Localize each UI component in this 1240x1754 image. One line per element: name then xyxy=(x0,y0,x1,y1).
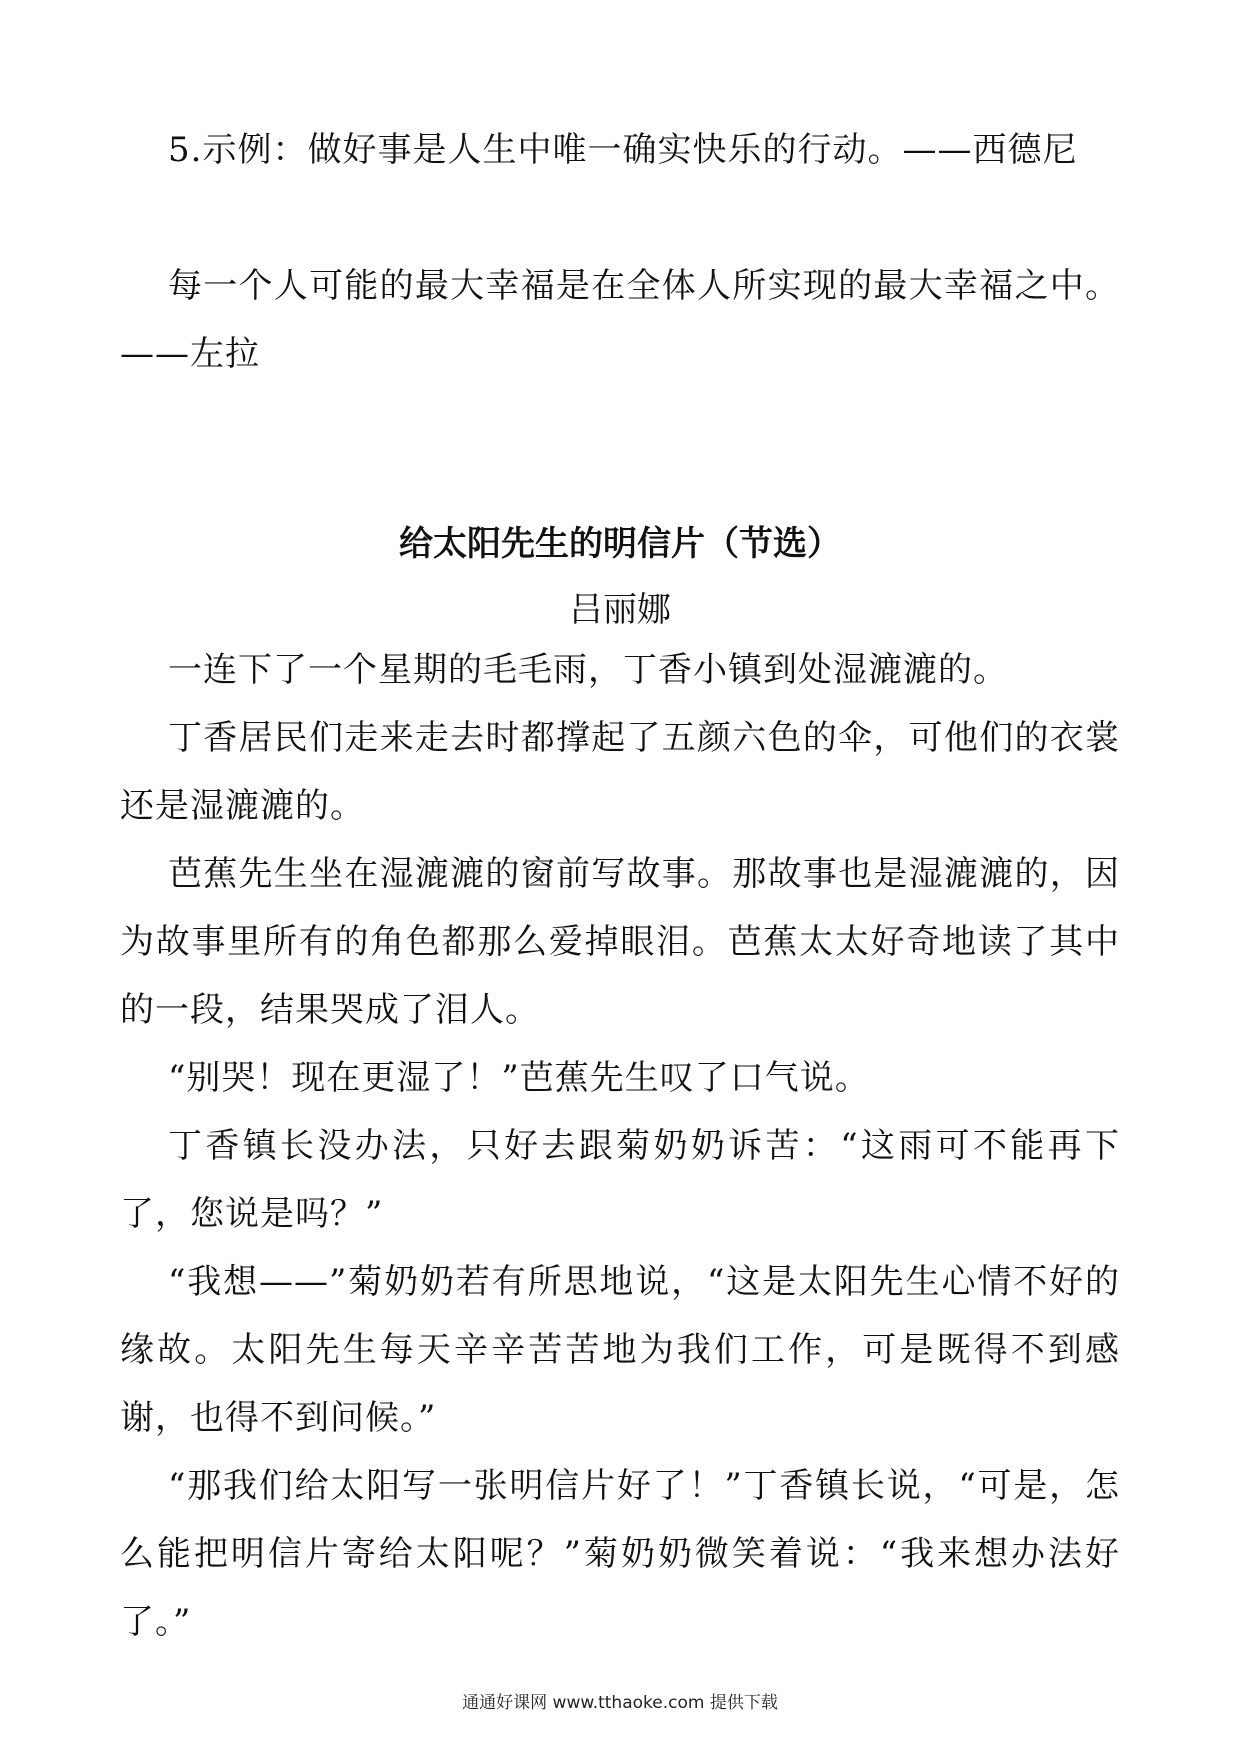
example-paragraph-2: 每一个人可能的最大幸福是在全体人所实现的最大幸福之中。——左拉 xyxy=(120,266,1120,374)
article-paragraph-2: 丁香居民们走来走去时都撑起了五颜六色的伞，可他们的衣裳还是湿漉漉的。 xyxy=(120,718,1120,826)
example-paragraph-1: 5.示例：做好事是人生中唯一确实快乐的行动。——西德尼 xyxy=(168,130,1078,170)
article-paragraph-1: 一连下了一个星期的毛毛雨，丁香小镇到处湿漉漉的。 xyxy=(168,650,1008,690)
article-paragraph-7: “那我们给太阳写一张明信片好了！”丁香镇长说，“可是，怎么能把明信片寄给太阳呢？”菊奶奶微笑着说：“我来想办法好了。” xyxy=(120,1466,1120,1642)
article-author: 吕丽娜 xyxy=(569,590,671,630)
article-paragraph-4: “别哭！现在更湿了！”芭蕉先生叹了口气说。 xyxy=(168,1058,870,1098)
article-paragraph-3: 芭蕉先生坐在湿漉漉的窗前写故事。那故事也是湿漉漉的，因为故事里所有的角色都那么爱掉眼泪。芭蕉太太好奇地读了其中的一段，结果哭成了泪人。 xyxy=(120,854,1120,1030)
article-paragraph-5: 丁香镇长没办法，只好去跟菊奶奶诉苦：“这雨可不能再下了，您说是吗？” xyxy=(120,1126,1120,1234)
article-paragraph-6: “我想——”菊奶奶若有所思地说，“这是太阳先生心情不好的缘故。太阳先生每天辛辛苦苦地为我们工作，可是既得不到感谢，也得不到问候。” xyxy=(120,1262,1120,1438)
article-title: 给太阳先生的明信片（节选） xyxy=(399,524,841,564)
footer-download-note: 通通好课网 www.tthaoke.com 提供下载 xyxy=(462,1693,778,1713)
